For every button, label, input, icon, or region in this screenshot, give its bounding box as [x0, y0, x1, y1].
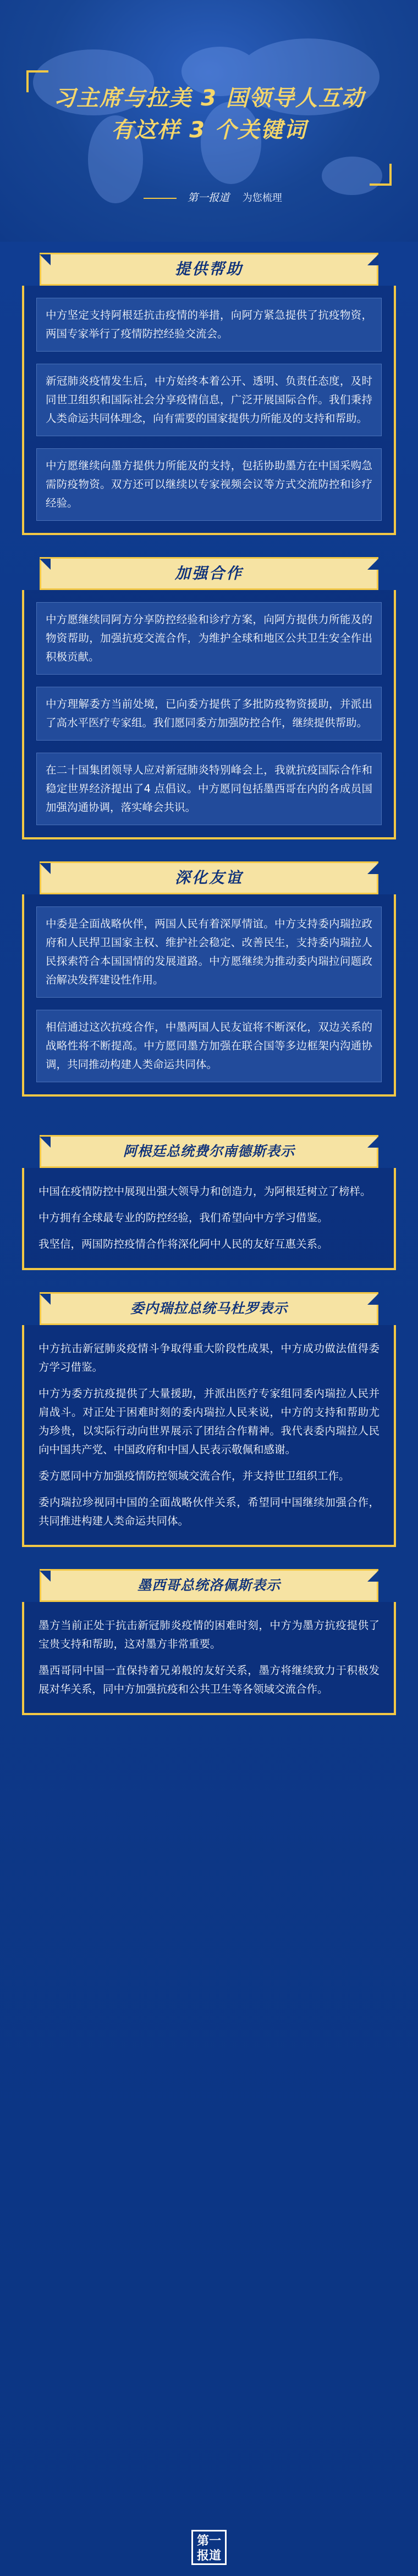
section-body [22, 894, 396, 1097]
brand-seal-logo [191, 2530, 227, 2565]
section-body [22, 286, 396, 535]
quote-paragraph: 中方拥有全球最专业的防控经验，我们希望向中方学习借鉴。 [38, 1211, 328, 1224]
quote-paragraph: 中国在疫情防控中展现出强大领导力和创造力，为阿根廷树立了榜样。 [38, 1185, 371, 1198]
hero-subtitle [0, 190, 418, 204]
seal-line-2: 报道 [196, 2549, 221, 2563]
section-title: 墨西哥总统洛佩斯表示 [137, 1577, 280, 1593]
paragraph: 新冠肺炎疫情发生后，中方始终本着公开、透明、负责任态度，及时同世卫组织和国际社会分享疫情信息，广泛开展国际合作。我们秉持人类命运共同体理念，向有需要的国家提供力所能及的支持和帮助。 [36, 364, 382, 436]
section-header [40, 1292, 378, 1325]
section-title: 加强合作 [174, 564, 243, 582]
page-title [0, 82, 418, 146]
paragraph: 在二十国集团领导人应对新冠肺炎特别峰会上，我就抗疫国际合作和稳定世界经济提出了4 点倡议。中方愿同包括墨西哥在内的各成员国加强沟通协调，落实峰会共识。 [36, 753, 382, 825]
section-header [40, 253, 378, 286]
quote-venezuela [22, 1292, 396, 1547]
paragraph: 中方愿继续向墨方提供力所能及的支持，包括协助墨方在中国采购急需防疫物资。双方还可以继续以专家视频会议等方式交流防控和诊疗经验。 [36, 448, 382, 521]
section-header [40, 1135, 378, 1168]
section-title: 提供帮助 [174, 260, 243, 278]
section-title: 委内瑞拉总统马杜罗表示 [130, 1300, 288, 1316]
quote-paragraph: 中方抗击新冠肺炎疫情斗争取得重大阶段性成果，中方成功做法值得委方学习借鉴。 [38, 1342, 380, 1373]
paragraph: 中方理解委方当前处境，已向委方提供了多批防疫物资援助，并派出了高水平医疗专家组。我们愿同委方加强防控合作，继续提供帮助。 [36, 687, 382, 741]
paragraph: 相信通过这次抗疫合作，中墨两国人民友谊将不断深化，双边关系的战略性将不断提高。中方愿同墨方加强在联合国等多边框架内沟通协调，共同推动构建人类命运共同体。 [36, 1010, 382, 1082]
brand-name: 第一报道 [187, 192, 229, 204]
quote-paragraph: 委内瑞拉珍视同中国的全面战略伙伴关系，希望同中国继续加强合作，共同推进构建人类命运共同体。 [38, 1496, 380, 1527]
quote-mexico [22, 1569, 396, 1715]
quote-paragraph: 委方愿同中方加强疫情防控领域交流合作，并支持世卫组织工作。 [38, 1470, 350, 1482]
section-provide-help [22, 253, 396, 535]
section-header [40, 1569, 378, 1602]
section-strengthen-cooperation [22, 557, 396, 839]
paragraph: 中方愿继续同阿方分享防控经验和诊疗方案，向阿方提供力所能及的物资帮助，加强抗疫交流合作，为维护全球和地区公共卫生安全作出积极贡献。 [36, 602, 382, 675]
footer [0, 2530, 418, 2565]
quote-paragraph: 我坚信，两国防控疫情合作将深化阿中人民的友好互惠关系。 [38, 1238, 328, 1250]
section-title: 阿根廷总统费尔南德斯表示 [123, 1143, 295, 1159]
section-body [22, 590, 396, 839]
divider-line [144, 198, 177, 199]
section-body [22, 1168, 396, 1270]
quote-paragraph: 墨方当前正处于抗击新冠肺炎疫情的困难时刻，中方为墨方抗疫提供了宝贵支持和帮助，这对墨方非常重要。 [38, 1619, 380, 1650]
title-line-2: 有这样 3 个关键词 [111, 118, 307, 143]
section-header [40, 861, 378, 894]
paragraph: 中方坚定支持阿根廷抗击疫情的举措，向阿方紧急提供了抗疫物资，两国专家举行了疫情防控经验交流会。 [36, 298, 382, 352]
quote-paragraph: 中方为委方抗疫提供了大量援助，并派出医疗专家组同委内瑞拉人民并肩战斗。对正处于困难时刻的委内瑞拉人民来说，中方的支持和帮助尤为珍贵，以实际行动向世界展示了团结合作精神。我代表委内瑞拉人民向中国共产党、中国政府和中国人民表示敬佩和感谢。 [38, 1387, 380, 1456]
section-header [40, 557, 378, 590]
section-deepen-friendship [22, 861, 396, 1097]
section-title: 深化友谊 [174, 869, 243, 887]
quote-argentina [22, 1135, 396, 1270]
title-line-1: 习主席与拉美 3 国领导人互动 [53, 86, 365, 111]
section-body [22, 1325, 396, 1547]
quote-paragraph: 墨西哥同中国一直保持着兄弟般的友好关系，墨方将继续致力于积极发展对华关系，同中方加强抗疫和公共卫生等各领域交流合作。 [38, 1664, 380, 1695]
corner-bracket-bottom-right [370, 164, 392, 186]
paragraph: 中委是全面战略伙伴，两国人民有着深厚情谊。中方支持委内瑞拉政府和人民捍卫国家主权、维护社会稳定、改善民生，支持委内瑞拉人民探索符合本国国情的发展道路。中方愿继续为推动委内瑞拉问题政治解决发挥建设性作用。 [36, 906, 382, 998]
section-body [22, 1602, 396, 1715]
tagline: 为您梳理 [242, 192, 282, 204]
seal-line-1: 第一 [196, 2534, 221, 2548]
hero-banner [0, 0, 418, 242]
